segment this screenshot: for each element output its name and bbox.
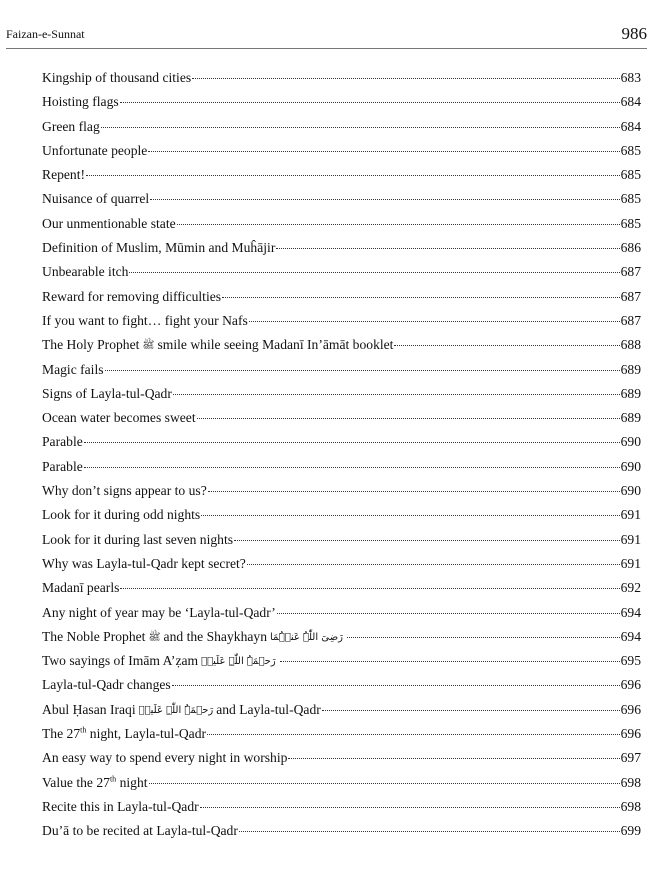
toc-entry [42,503,641,527]
dot-leader [120,102,620,103]
toc-entry [42,236,641,260]
toc-entry-title [42,236,275,260]
toc-entry [42,406,641,430]
toc-entry-page: 683 [620,70,641,85]
toc-entry-title [42,260,128,284]
toc-entry-page: 687 [620,312,641,328]
toc-entry-title [42,382,172,406]
toc-entry-text: and the Shaykhayn [163,628,267,644]
toc-entry-text: Reward for removing difficulties [42,288,222,304]
toc-entry-title [42,625,346,650]
dot-leader [149,783,620,784]
toc-entry-text: Kingship of thousand cities [42,70,192,85]
toc-entry [42,455,641,479]
toc-entry-text: An easy way to spend every night in worship [42,750,288,766]
toc-entry-title [42,309,248,333]
toc-entry [42,819,641,843]
toc-entry-title [42,163,85,187]
dot-leader [86,175,620,176]
page-number: 986 [621,24,647,43]
dot-leader [192,78,619,79]
toc-entry-text: Parable [42,434,83,450]
toc-entry [42,382,641,406]
toc-entry-title [42,673,171,697]
toc-entry [42,139,641,163]
toc-entry-page: 687 [620,264,641,280]
toc-entry-title [42,139,147,163]
dot-leader [249,321,620,322]
toc-entry-title [42,649,279,674]
toc-entry-page: 691 [620,555,641,571]
toc-entry-page: 685 [620,142,641,158]
toc-entry [42,649,641,673]
toc-entry-title [42,455,83,479]
toc-entry-text: Look for it during odd nights [42,507,201,523]
superscript: th [109,774,117,784]
dot-leader [234,540,620,541]
toc-entry-page: 690 [620,458,641,474]
toc-entry-page: 685 [620,215,641,231]
toc-entry-text: night, Layla-tul-Qadr [86,726,207,742]
toc-entry-title [42,528,233,552]
toc-entry-title [42,358,104,382]
dot-leader [201,515,619,516]
toc-entry-title [42,601,276,625]
toc-entry-page: 691 [620,531,641,547]
toc-entry [42,771,641,795]
dot-leader [129,272,619,273]
toc-entry [42,90,641,114]
toc-entry-text: Magic fails [42,361,104,377]
toc-entry-page: 696 [620,726,641,742]
dot-leader [207,734,620,735]
dot-leader [177,224,620,225]
toc-entry [42,746,641,770]
honorific-text: ﷺ [148,631,161,643]
table-of-contents [42,66,641,844]
toc-entry-title [42,187,149,211]
toc-entry [42,673,641,697]
toc-entry-title [42,212,176,236]
toc-entry [42,430,641,454]
toc-entry [42,552,641,576]
toc-entry-page: 696 [620,677,641,693]
toc-entry-text: Du’ā to be recited at Layla-tul-Qadr [42,823,238,839]
toc-entry-page: 689 [620,361,641,377]
toc-entry [42,722,641,746]
dot-leader [208,491,620,492]
page-header [6,22,647,49]
toc-entry-page: 694 [620,604,641,620]
honorific-text: رَضِیَ اللّٰہُ عَنۡہُمَا [270,631,343,643]
toc-entry-text: Layla-tul-Qadr changes [42,677,171,693]
dot-leader [148,151,619,152]
toc-entry-text: Any night of year may be ‘Layla-tul-Qadr’ [42,604,276,620]
toc-entry [42,260,641,284]
toc-entry-text: Two sayings of Imām A’ẓam [42,653,199,669]
toc-entry [42,163,641,187]
toc-entry-text: The Holy Prophet [42,337,140,353]
toc-entry-title [42,66,191,90]
toc-entry-text: Why don’t signs appear to us? [42,483,207,499]
dot-leader [247,564,620,565]
dot-leader [105,370,620,371]
dot-leader [322,710,620,711]
toc-entry-title [42,333,393,358]
toc-entry [42,479,641,503]
toc-entry-text: If you want to fight… fight your Nafs [42,312,248,328]
toc-entry-page: 688 [620,337,641,353]
toc-entry [42,698,641,722]
dot-leader [200,807,620,808]
toc-entry-page: 695 [620,653,641,669]
dot-leader [347,637,620,638]
toc-entry-page: 697 [620,750,641,766]
toc-entry-text: Parable [42,458,83,474]
toc-entry [42,333,641,357]
dot-leader [150,199,619,200]
toc-entry-text: Definition of Muslim, Mūmin and Muĥājir [42,240,276,256]
dot-leader [101,127,620,128]
toc-entry-title [42,503,200,527]
toc-entry-page: 692 [620,580,641,596]
toc-entry-page: 699 [620,823,641,839]
toc-entry-page: 694 [620,628,641,644]
toc-entry-title [42,406,196,430]
toc-entry-page: 698 [620,798,641,814]
toc-entry-page: 691 [620,507,641,523]
toc-entry-text: The 27 [42,726,81,742]
toc-entry-text: Unfortunate people [42,142,148,158]
toc-entry [42,358,641,382]
toc-entry-text: Abul Ḥasan Iraqi [42,701,136,717]
toc-entry-title [42,479,207,503]
dot-leader [276,248,619,249]
toc-entry-page: 686 [620,240,641,256]
toc-entry-text: Signs of Layla-tul-Qadr [42,385,172,401]
toc-entry-text: Unbearable itch [42,264,129,280]
toc-entry [42,66,641,90]
toc-entry-text: Madanī pearls [42,580,120,596]
toc-entry-page: 696 [620,701,641,717]
toc-entry-title [42,430,83,454]
toc-entry-page: 690 [620,434,641,450]
dot-leader [197,418,620,419]
toc-entry-page: 684 [620,94,641,110]
toc-entry-title [42,722,206,746]
toc-entry-page: 689 [620,410,641,426]
toc-entry [42,601,641,625]
honorific-text: رَحۡمَۃُ اللّٰہِ عَلَیۡہ [138,704,214,716]
toc-entry-title [42,285,221,309]
toc-entry [42,528,641,552]
toc-entry-page: 689 [620,385,641,401]
toc-entry [42,625,641,649]
dot-leader [239,831,620,832]
dot-leader [222,297,620,298]
toc-entry-text: Repent! [42,167,86,183]
toc-entry-page: 684 [620,118,641,134]
dot-leader [173,394,620,395]
toc-entry-text: Why was Layla-tul-Qadr kept secret? [42,555,246,571]
toc-entry-text: Nuisance of quarrel [42,191,150,207]
toc-entry-text: The Noble Prophet [42,628,146,644]
toc-entry-text: night [116,774,148,790]
toc-entry-text: Green flag [42,118,100,134]
toc-entry [42,115,641,139]
toc-entry [42,187,641,211]
toc-entry-title [42,576,119,600]
running-title: Faizan-e-Sunnat [6,27,85,41]
toc-entry-title [42,115,100,139]
toc-entry-title [42,795,199,819]
toc-entry-page: 685 [620,191,641,207]
toc-entry [42,285,641,309]
toc-entry [42,212,641,236]
toc-entry [42,309,641,333]
honorific-text: رَحۡمَۃُ اللّٰہِ عَلَیۡہ [201,656,276,668]
dot-leader [277,613,620,614]
toc-entry-text: smile while seeing Madanī In’āmāt booklet [157,337,394,353]
dot-leader [288,758,619,759]
superscript: th [80,725,87,735]
toc-entry-text: Our unmentionable state [42,215,176,231]
toc-entry-title [42,819,238,843]
toc-entry-text: Recite this in Layla-tul-Qadr [42,798,199,814]
toc-entry [42,795,641,819]
toc-entry-page: 690 [620,483,641,499]
dot-leader [120,588,619,589]
toc-entry [42,576,641,600]
toc-entry-title [42,698,321,723]
toc-entry-text: Ocean water becomes sweet [42,410,196,426]
toc-entry-text: Hoisting flags [42,94,119,110]
toc-entry-text: and Layla-tul-Qadr [216,701,321,717]
dot-leader [84,467,620,468]
dot-leader [394,345,619,346]
toc-entry-title [42,552,246,576]
toc-entry-title [42,746,287,770]
dot-leader [172,685,620,686]
toc-entry-text: Value the 27 [42,774,110,790]
toc-entry-page: 698 [620,774,641,790]
toc-entry-page: 685 [620,167,641,183]
toc-entry-title [42,771,148,795]
toc-entry-title [42,90,119,114]
toc-entry-text: Look for it during last seven nights [42,531,234,547]
honorific-text: ﷺ [142,340,155,352]
dot-leader [84,442,620,443]
dot-leader [280,661,620,662]
toc-entry-page: 687 [620,288,641,304]
